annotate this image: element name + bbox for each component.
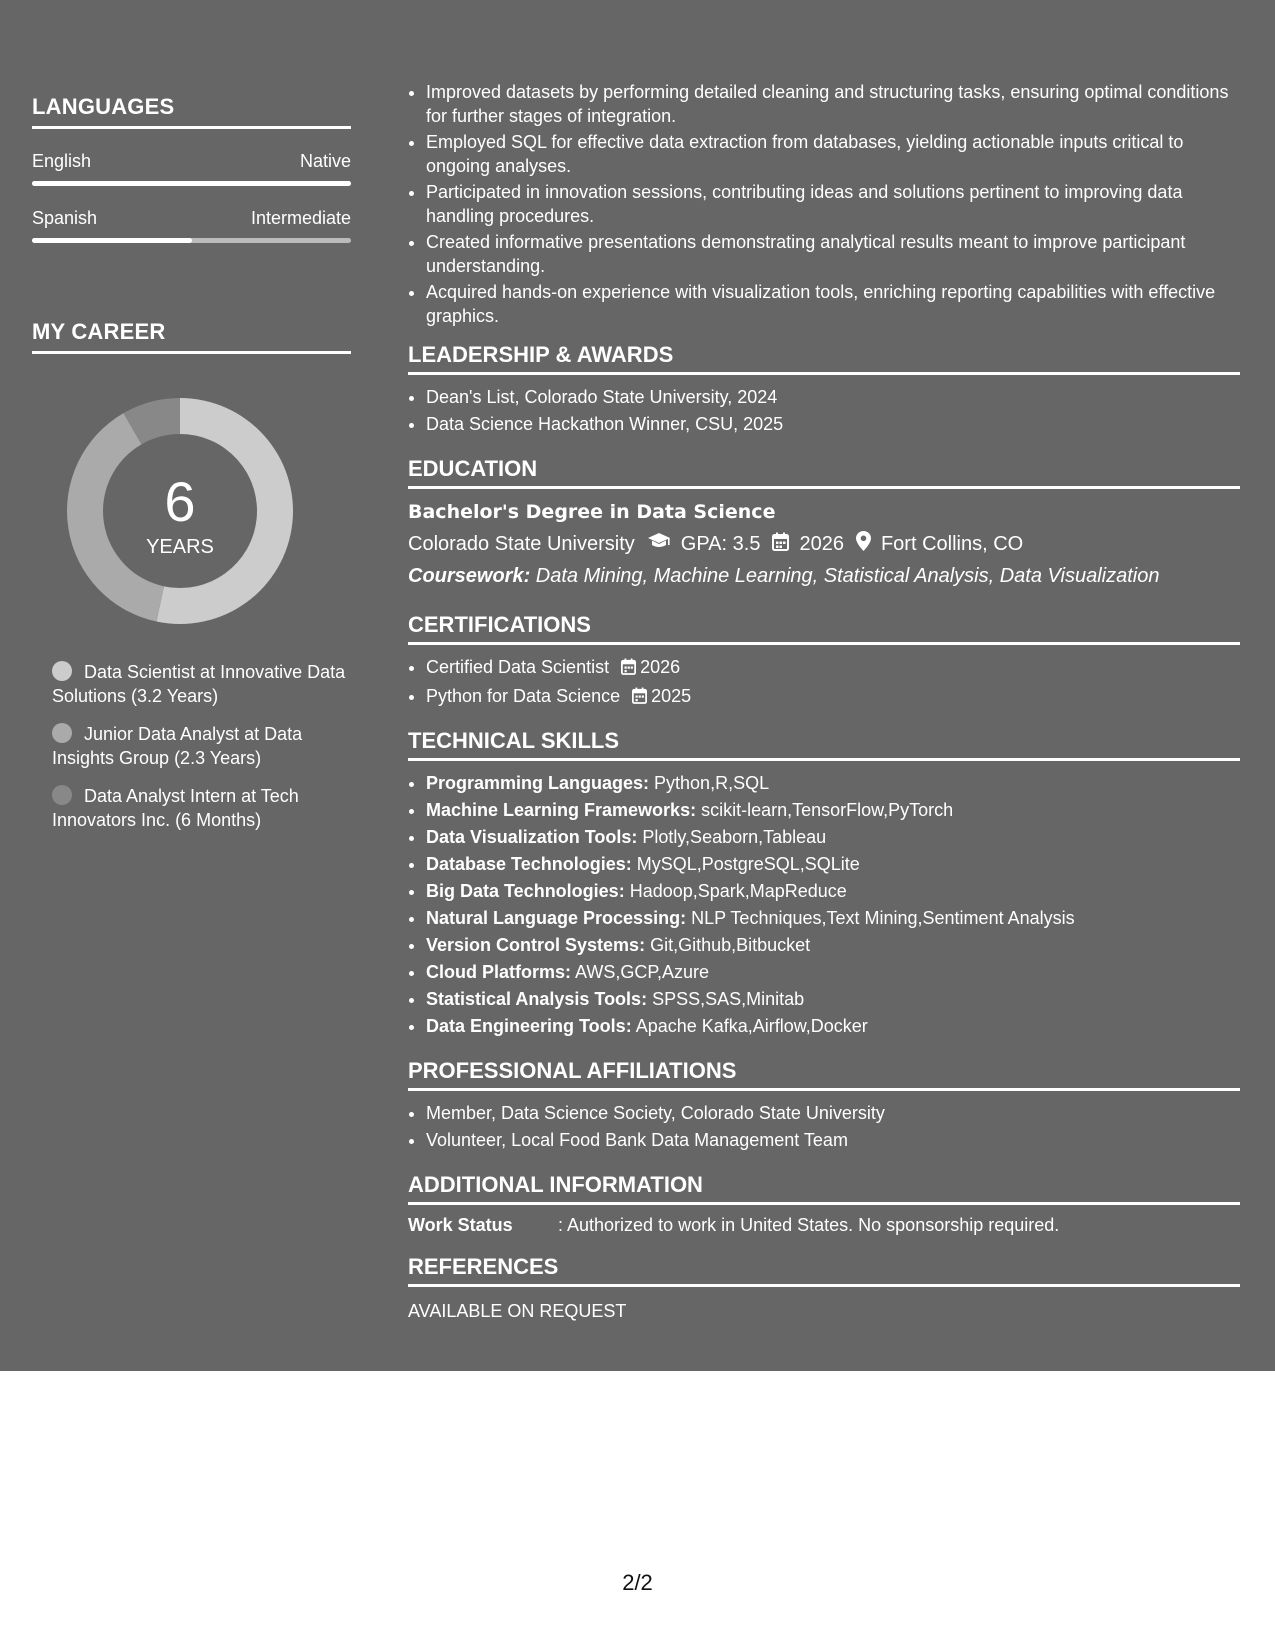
page-number: 2/2 bbox=[622, 1570, 653, 1595]
language-item bbox=[32, 151, 351, 186]
leadership-list bbox=[408, 385, 1240, 436]
list-item: • Employed SQL for effective data extraction from databases, yielding actionable inputs critical to ongoing analyses. bbox=[426, 130, 1240, 178]
language-name: Spanish bbox=[32, 208, 98, 228]
list-item: • Volunteer, Local Food Bank Data Management Team bbox=[426, 1128, 1240, 1152]
skill-label: Machine Learning Frameworks: bbox=[426, 800, 697, 820]
skill-value: NLP Techniques,Text Mining,Sentiment Analysis bbox=[686, 908, 1075, 928]
career-legend-text: Data Scientist at Innovative Data Solutions (3.2 Years) bbox=[52, 662, 346, 706]
list-item bbox=[426, 825, 1240, 849]
references-text: AVAILABLE ON REQUEST bbox=[408, 1301, 627, 1321]
section-heading: CERTIFICATIONS bbox=[408, 612, 1240, 645]
career-donut-chart bbox=[67, 398, 293, 624]
education-meta bbox=[408, 531, 1240, 557]
section-heading: EDUCATION bbox=[408, 456, 1240, 489]
language-bar bbox=[32, 181, 351, 186]
list-item bbox=[426, 933, 1240, 957]
list-item: • Acquired hands-on experience with visualization tools, enriching reporting capabilities with effective graphics. bbox=[426, 280, 1240, 328]
career-legend bbox=[52, 660, 351, 832]
language-bar-fill bbox=[32, 181, 351, 186]
language-level: Native bbox=[299, 151, 351, 171]
cert-year: 2026 bbox=[640, 657, 681, 677]
skill-label: Statistical Analysis Tools: bbox=[426, 989, 648, 1009]
career-legend-item bbox=[52, 722, 351, 770]
skill-label: Data Visualization Tools: bbox=[426, 827, 638, 847]
skill-label: Natural Language Processing: bbox=[426, 908, 687, 928]
work-status-value: : Authorized to work in United States. No sponsorship required. bbox=[558, 1215, 1060, 1235]
list-item bbox=[426, 906, 1240, 930]
list-item bbox=[426, 684, 1240, 710]
skill-label: Programming Languages: bbox=[426, 773, 650, 793]
list-item bbox=[426, 771, 1240, 795]
work-status-label: Work Status bbox=[408, 1215, 513, 1235]
skill-label: Cloud Platforms: bbox=[426, 962, 572, 982]
skill-label: Database Technologies: bbox=[426, 854, 632, 874]
list-item bbox=[426, 655, 1240, 681]
career-total-value: 6 bbox=[164, 470, 196, 533]
skill-value: MySQL,PostgreSQL,SQLite bbox=[631, 854, 860, 874]
cert-year: 2025 bbox=[651, 686, 692, 706]
certifications-list bbox=[408, 655, 1240, 710]
coursework bbox=[408, 565, 1240, 588]
legend-dot bbox=[52, 785, 72, 805]
list-item: • Improved datasets by performing detailed cleaning and structuring tasks, ensuring optimal conditions for further stages of integration. bbox=[426, 80, 1240, 128]
section-heading: ADDITIONAL INFORMATION bbox=[408, 1172, 1240, 1205]
skill-value: Plotly,Seaborn,Tableau bbox=[637, 827, 827, 847]
experience-bullets bbox=[408, 80, 1240, 328]
list-item: • Dean's List, Colorado State University, 2024 bbox=[426, 385, 1240, 409]
calendar-icon bbox=[772, 532, 789, 557]
certifications-section bbox=[408, 612, 1240, 710]
career-total-unit: YEARS bbox=[146, 536, 214, 558]
graduation-year: 2026 bbox=[799, 532, 844, 555]
skill-label: Big Data Technologies: bbox=[426, 881, 625, 901]
career-total bbox=[67, 398, 293, 624]
list-item: • Member, Data Science Society, Colorado State University bbox=[426, 1101, 1240, 1125]
list-item bbox=[426, 852, 1240, 876]
list-item: • Created informative presentations demonstrating analytical results meant to improve participant understanding. bbox=[426, 230, 1240, 278]
career-heading: MY CAREER bbox=[32, 319, 351, 354]
section-heading: TECHNICAL SKILLS bbox=[408, 728, 1240, 761]
career-legend-text: Data Analyst Intern at Tech Innovators Inc. (6 Months) bbox=[52, 786, 299, 830]
gpa: GPA: 3.5 bbox=[680, 532, 761, 555]
leadership-section bbox=[408, 342, 1240, 436]
skill-value: AWS,GCP,Azure bbox=[571, 962, 710, 982]
language-item bbox=[32, 208, 351, 243]
additional-section bbox=[408, 1172, 1240, 1236]
list-item bbox=[426, 879, 1240, 903]
list-item bbox=[426, 798, 1240, 822]
language-bar-fill bbox=[32, 238, 192, 243]
calendar-icon bbox=[621, 657, 636, 681]
skills-list bbox=[408, 771, 1240, 1038]
degree-title: Bachelor's Degree in Data Science bbox=[408, 501, 776, 523]
career-legend-item bbox=[52, 660, 351, 708]
language-name: English bbox=[32, 151, 92, 171]
languages-heading: LANGUAGES bbox=[32, 94, 351, 129]
skill-value: SPSS,SAS,Minitab bbox=[647, 989, 805, 1009]
skill-value: Python,R,SQL bbox=[649, 773, 770, 793]
work-status bbox=[408, 1215, 1240, 1236]
career-legend-item bbox=[52, 784, 351, 832]
sidebar bbox=[32, 94, 351, 846]
graduation-cap-icon bbox=[647, 532, 671, 556]
skill-label: Data Engineering Tools: bbox=[426, 1016, 632, 1036]
list-item: • Data Science Hackathon Winner, CSU, 2025 bbox=[426, 412, 1240, 436]
skill-value: Git,Github,Bitbucket bbox=[645, 935, 811, 955]
school-location: Fort Collins, CO bbox=[880, 532, 1024, 555]
section-heading: LEADERSHIP & AWARDS bbox=[408, 342, 1240, 375]
skill-value: scikit-learn,TensorFlow,PyTorch bbox=[696, 800, 954, 820]
education-section bbox=[408, 456, 1240, 588]
language-bar bbox=[32, 238, 351, 243]
cert-name: Python for Data Science bbox=[426, 686, 621, 706]
skill-value: Hadoop,Spark,MapReduce bbox=[624, 881, 847, 901]
list-item bbox=[426, 987, 1240, 1011]
legend-dot bbox=[52, 661, 72, 681]
language-level: Intermediate bbox=[250, 208, 351, 228]
references-section bbox=[408, 1254, 1240, 1322]
main-content bbox=[408, 80, 1240, 1322]
list-item bbox=[426, 960, 1240, 984]
map-pin-icon bbox=[856, 531, 871, 557]
legend-dot bbox=[52, 723, 72, 743]
coursework-label: Coursework: bbox=[408, 565, 531, 587]
skill-label: Version Control Systems: bbox=[426, 935, 646, 955]
affiliations-section bbox=[408, 1058, 1240, 1152]
skills-section bbox=[408, 728, 1240, 1038]
school-name: Colorado State University bbox=[408, 532, 635, 555]
coursework-text: Data Mining, Machine Learning, Statistical Analysis, Data Visualization bbox=[530, 565, 1160, 587]
list-item: • Participated in innovation sessions, contributing ideas and solutions pertinent to improving data handling procedures. bbox=[426, 180, 1240, 228]
section-heading: PROFESSIONAL AFFILIATIONS bbox=[408, 1058, 1240, 1091]
cert-name: Certified Data Scientist bbox=[426, 657, 610, 677]
skill-value: Apache Kafka,Airflow,Docker bbox=[631, 1016, 868, 1036]
calendar-icon bbox=[632, 686, 647, 710]
career-legend-text: Junior Data Analyst at Data Insights Group (2.3 Years) bbox=[52, 724, 303, 768]
list-item bbox=[426, 1014, 1240, 1038]
affiliations-list bbox=[408, 1101, 1240, 1152]
section-heading: REFERENCES bbox=[408, 1254, 1240, 1287]
